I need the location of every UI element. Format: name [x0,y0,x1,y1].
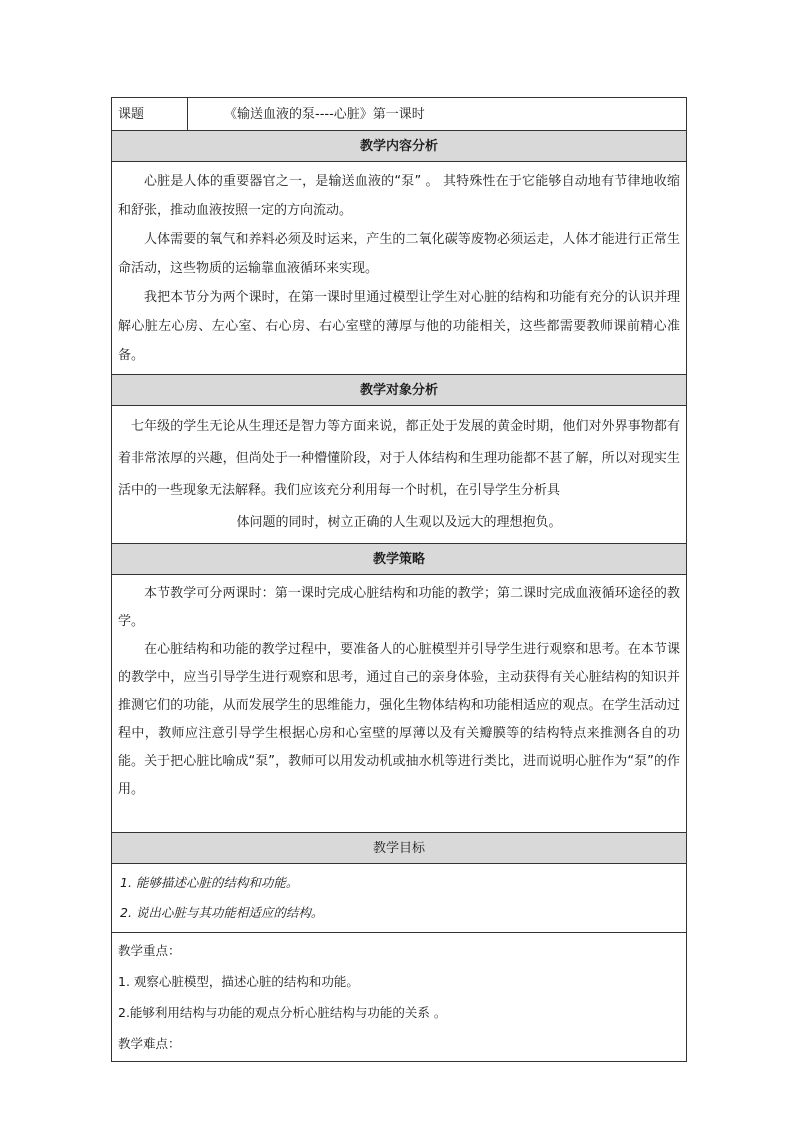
difficulty-label: 教学难点： [118,1036,181,1051]
objectives-list [112,864,686,933]
strategy-heading: 教学策略 [112,544,686,575]
lesson-title: 《输送血液的泵----心脏》第一课时 [224,107,425,122]
key-point-item: 1. 观察心脏模型，描述心脏的结构和功能。 [118,974,359,989]
strategy-body [112,575,686,833]
lesson-plan-table [111,97,687,1062]
content-analysis-body [112,162,686,375]
key-points-label: 教学重点： [118,943,181,958]
key-points-section [112,933,686,1061]
strategy-paragraph: 本节教学可分两课时：第一课时完成心脏结构和功能的教学；第二课时完成血液循环途径的教学。 [118,586,680,629]
student-analysis-body [112,406,686,544]
lesson-title-row [112,98,686,131]
content-analysis-heading: 教学内容分析 [112,131,686,162]
content-paragraph: 人体需要的氧气和养料必须及时运来，产生的二氧化碳等废物必须运走，人体才能进行正常生命活动，这些物质的运输靠血液循环来实现。 [118,232,680,276]
content-paragraph: 我把本节分为两个课时，在第一课时里通过模型让学生对心脏的结构和功能有充分的认识并理解心脏左心房、左心室、右心房、右心室壁的薄厚与他的功能相关，这些都需要教师课前精心准备。 [118,290,680,363]
student-analysis-heading: 教学对象分析 [112,375,686,406]
student-analysis-text: 七年级的学生无论从生理还是智力等方面来说，都正处于发展的黄金时期，他们对外界事物都有着非常浓厚的兴趣，但尚处于一种懵懂阶段，对于人体结构和生理功能都不甚了解，所以对现实生活中的一些现象无法解释。我们应该充分利用每一个时机，在引导学生分析具 [118,419,680,498]
student-analysis-last-line: 体问题的同时，树立正确的人生观以及远大的理想抱负。 [236,515,562,530]
objective-item: 1. 能够描述心脏的结构和功能。 [120,875,299,890]
content-paragraph: 心脏是人体的重要器官之一，是输送血液的“泵” 。 其特殊性在于它能够自动地有节律地收缩和舒张，推动血液按照一定的方向流动。 [118,174,680,218]
strategy-paragraph: 在心脏结构和功能的教学过程中，要准备人的心脏模型并引导学生进行观察和思考。在本节课的教学中，应当引导学生进行观察和思考，通过自己的亲身体验，主动获得有关心脏结构的知识并推测它们的功能，从而发展学生的思维能力，强化生物体结构和功能相适应的观点。在学生活动过程中，教师应注意引导学生根据心房和心室壁的厚薄以及有关瓣膜等的结构特点来推测各自的功能。关于把心脏比喻成“泵”，教师可以用发动机或抽水机等进行类比，进而说明心脏作为“泵”的作用。 [118,642,680,797]
objective-item: 2. 说出心脏与其功能相适应的结构。 [120,905,324,920]
key-point-item: 2.能够利用结构与功能的观点分析心脏结构与功能的关系 。 [118,1005,447,1020]
lesson-label: 课题 [112,98,188,130]
objectives-heading: 教学目标 [112,833,686,864]
